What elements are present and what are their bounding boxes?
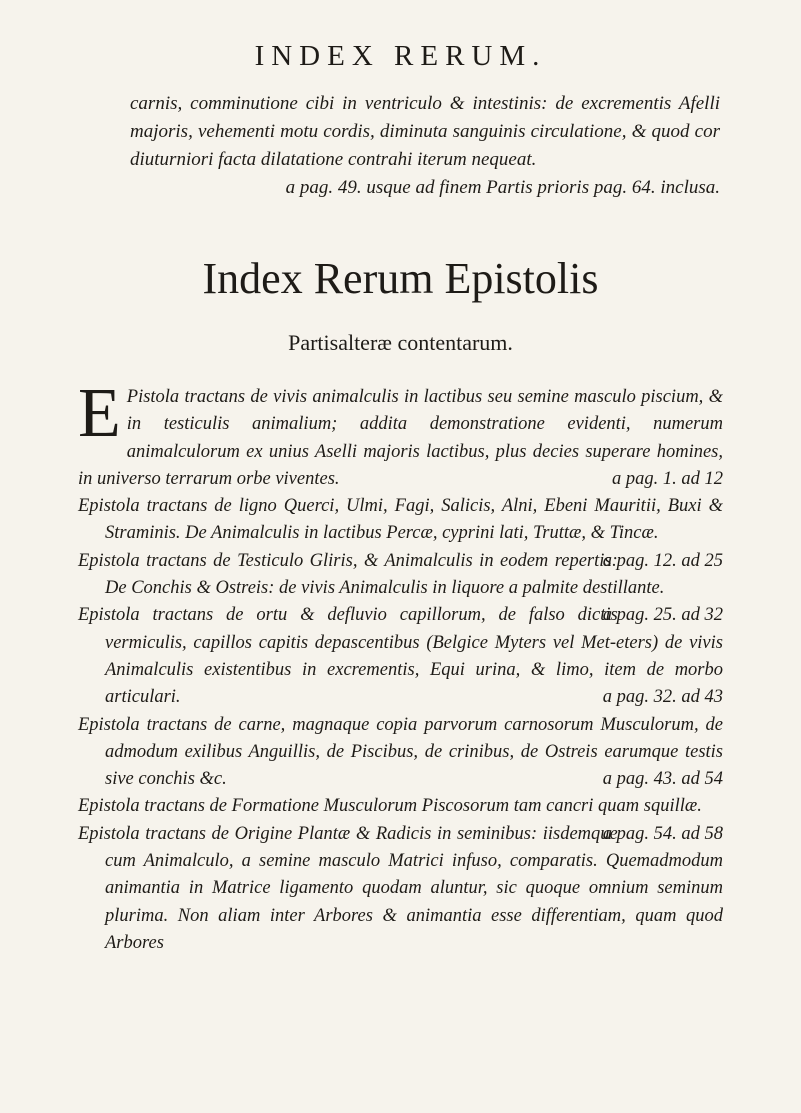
intro-text: carnis, comminutione cibi in ventriculo & intestinis: de excrementis Afelli majoris, vehementi motu cordis, diminuta sanguinis circulatione, & quod cor diuturniori facta dilatatione contrahi iterum nequeat.: [130, 93, 720, 170]
intro-paragraph: [130, 90, 720, 202]
entry-page-ref: a pag. 1. ad 12: [612, 468, 723, 489]
entry-page-ref: a pag. 43. ad 54: [602, 769, 723, 790]
entry-page-ref: a pag. 25. ad 32: [602, 605, 723, 626]
index-entries: [78, 375, 723, 957]
running-head: INDEX RERUM.: [254, 40, 547, 72]
index-entry: [78, 712, 723, 794]
entry-text: Epistola tractans de Testiculo Gliris, & Animalculis in eodem repertis: De Conchis & Ostreis: de vivis Animalculis in liquore a palmite destillante.: [78, 550, 665, 599]
entry-page-ref: a pag. 32. ad 43: [602, 687, 723, 708]
entry-text: Epistola tractans de carne, magnaque copia parvorum carnosorum Musculorum, de admodum exilibus Anguillis, de Piscibus, de crinibus, de Ostreis earumque testis sive conchis &c.: [78, 714, 723, 790]
index-entry: [78, 493, 723, 571]
entry-text: Epistola tractans de Origine Plantæ & Radicis in seminibus: iisdemque cum Animalculo, a semine masculo Matrici infuso, comparatis. Quemadmodum animantia in Matrice ligamento quodam aluntur, sic quoque omnium seminum plurima. Non aliam inter Arbores & animantia esse differentiam, quam quod Arbores: [78, 823, 723, 953]
entry-text: Epistola tractans de ligno Querci, Ulmi, Fagi, Salicis, Alni, Ebeni Mauritii, Buxi & Straminis. De Animalculis in lactibus Percæ, cyprini lati, Truttæ, & Tincæ.: [78, 496, 723, 544]
entry-page-ref: a pag. 54. ad 58: [602, 823, 723, 844]
index-entry: [78, 793, 723, 844]
entry-text: Epistola tractans de ortu & defluvio capillorum, de falso dictis vermiculis, capillos capitis depascentibus (Belgice Myters vel Met-eters) de vivis Animalculis existentibus in excrementis, Equi urina, & limo, item de morbo articulari.: [78, 605, 723, 708]
entry-text: Epistola tractans de Formatione Musculorum Piscosorum tam cancri quam squillæ.: [78, 796, 702, 817]
entry-page-ref: a pag. 12. ad 25: [602, 550, 723, 571]
index-entry: [78, 375, 723, 493]
section-title: Index Rerum Epistolis: [202, 254, 599, 303]
section-subtitle: Partisalteræ contentarum.: [288, 330, 513, 355]
drop-cap: E: [78, 375, 121, 452]
entry-text: Pistola tractans de vivis animalculis in lactibus seu semine masculo piscium, & in testiculis animalium; addita demonstratione evidenti, numerum animalculorum ex unius Aselli majoris lactibus, plus decies superare homines, in universo terrarum orbe viventes.: [78, 387, 723, 489]
intro-page-ref: a pag. 49. usque ad finem Partis prioris pag. 64. inclusa.: [285, 177, 720, 198]
